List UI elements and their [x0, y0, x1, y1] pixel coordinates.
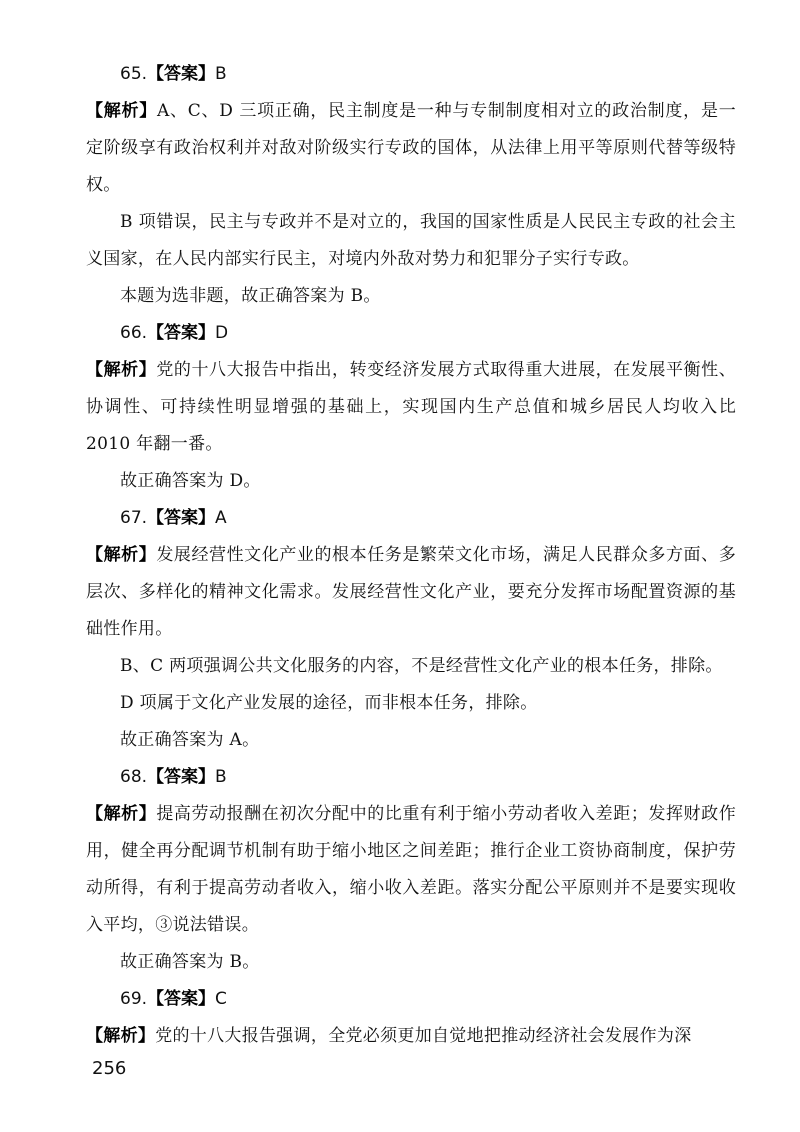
analysis-paragraph — [86, 537, 736, 648]
analysis-text: 发展经营性文化产业的根本任务是繁荣文化市场，满足人民群众多方面、多层次、多样化的精神文化需求。发展经营性文化产业，要充分发挥市场配置资源的基础性作用。 — [86, 545, 737, 639]
analysis-paragraph — [86, 796, 736, 944]
question-number: 66. — [120, 323, 148, 343]
answer-letter: C — [215, 989, 227, 1009]
body-paragraph: B 项错误，民主与专政并不是对立的，我国的国家性质是人民民主专政的社会主义国家，在人民内部实行民主，对境内外敌对势力和犯罪分子实行专政。 — [86, 212, 736, 269]
answer-heading — [86, 500, 736, 537]
analysis-text: A、C、D 三项正确，民主制度是一种与专制制度相对立的政治制度，是一定阶级享有政治权利并对敌对阶级实行专政的国体，从法律上用平等原则代替等级特权。 — [86, 101, 736, 195]
analysis-text: 党的十八大报告强调，全党必须更加自觉地把推动经济社会发展作为深 — [155, 1026, 692, 1046]
analysis-text: 党的十八大报告中指出，转变经济发展方式取得重大进展，在发展平衡性、协调性、可持续性明显增强的基础上，实现国内生产总值和城乡居民人均收入比 2010 年翻一番。 — [86, 360, 737, 454]
analysis-tag: 【解析】 — [86, 360, 157, 380]
answer-heading — [86, 759, 736, 796]
analysis-tag: 【解析】 — [86, 1026, 156, 1046]
analysis-paragraph — [86, 352, 736, 463]
body-paragraph: D 项属于文化产业发展的途径，而非根本任务，排除。 — [120, 693, 538, 713]
answer-tag: 【答案】 — [147, 508, 216, 528]
answer-tag: 【答案】 — [147, 64, 216, 84]
document-body — [86, 56, 736, 1055]
answer-letter: B — [215, 64, 227, 84]
analysis-tag: 【解析】 — [86, 804, 157, 824]
answer-letter: A — [215, 508, 227, 528]
answer-heading — [86, 56, 736, 93]
question-number: 68. — [120, 767, 148, 787]
body-paragraph: 本题为选非题，故正确答案为 B。 — [120, 286, 381, 306]
question-number: 69. — [120, 989, 148, 1009]
analysis-tag: 【解析】 — [86, 101, 158, 121]
answer-letter: D — [215, 323, 229, 343]
answer-tag: 【答案】 — [147, 989, 216, 1009]
answer-tag: 【答案】 — [147, 323, 216, 343]
body-paragraph: B、C 两项强调公共文化服务的内容，不是经营性文化产业的根本任务，排除。 — [120, 656, 723, 676]
analysis-tag: 【解析】 — [86, 545, 157, 565]
answer-tag: 【答案】 — [147, 767, 216, 787]
analysis-paragraph — [86, 93, 736, 204]
answer-letter: B — [215, 767, 227, 787]
body-paragraph: 故正确答案为 D。 — [120, 471, 261, 491]
body-paragraph: 故正确答案为 A。 — [120, 730, 260, 750]
analysis-paragraph — [86, 1018, 736, 1055]
page-number: 256 — [92, 1058, 127, 1079]
answer-heading — [86, 981, 736, 1018]
analysis-text: 提高劳动报酬在初次分配中的比重有利于缩小劳动者收入差距；发挥财政作用，健全再分配调节机制有助于缩小地区之间差距；推行企业工资协商制度，保护劳动所得，有利于提高劳动者收入，缩小收入差距。落实分配公平原则并不是要实现收入平均，③说法错误。 — [86, 804, 737, 935]
question-number: 67. — [120, 508, 148, 528]
body-paragraph: 故正确答案为 B。 — [120, 952, 260, 972]
answer-heading — [86, 315, 736, 352]
question-number: 65. — [120, 64, 148, 84]
